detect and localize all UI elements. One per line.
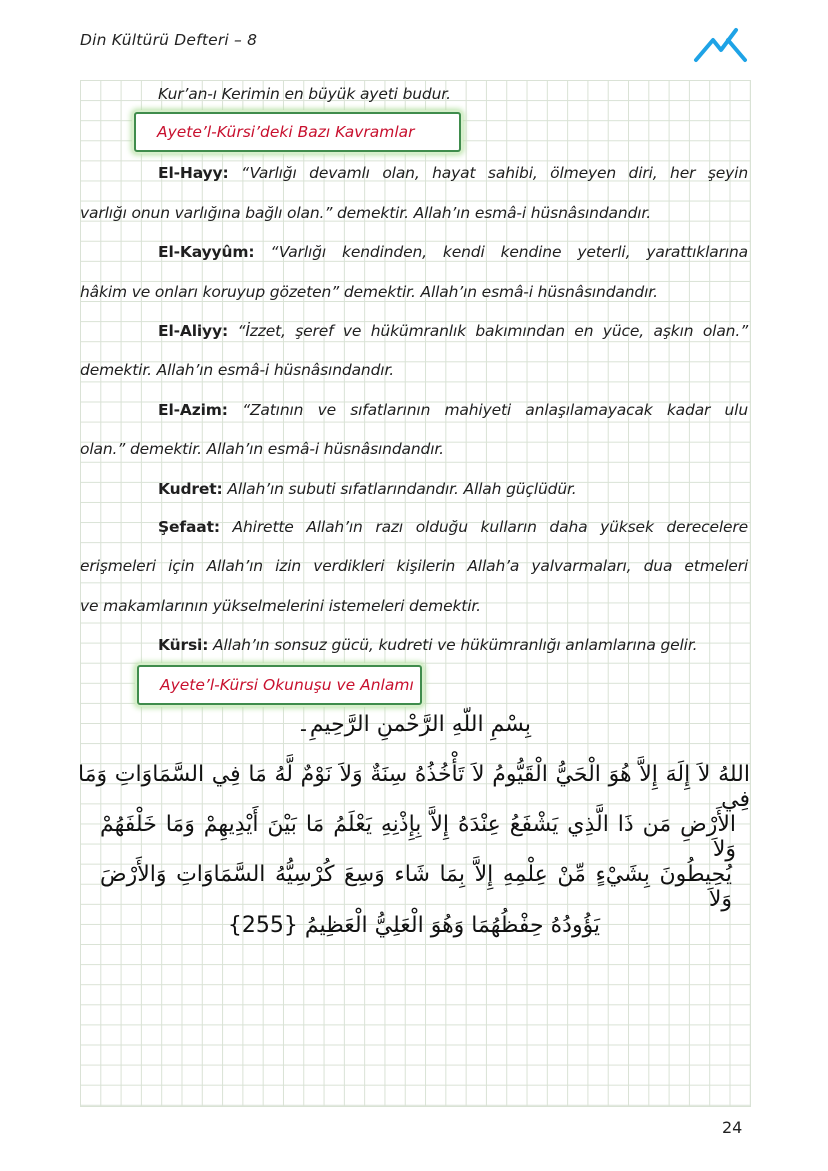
- concept-kursi-line1: [158, 636, 697, 654]
- concept-el-kayyum-line1: [158, 243, 748, 261]
- concept-el-hayy-line2: varlığı onun varlığına bağlı olan.” demektir. Allah’ın esmâ-i hüsnâsındandır.: [80, 204, 651, 222]
- concept-kudret-line1: [158, 480, 577, 498]
- concept-el-kayyum-line2: hâkim ve onları koruyup gözeten” demektir. Allah’ın esmâ-i hüsnâsındandır.: [80, 283, 658, 301]
- concept-definition: “Varlığı kendinden, kendi kendine yeterli, yarattıklarına: [270, 243, 748, 261]
- section-heading-recitation: Ayete’l-Kürsi Okunuşu ve Anlamı: [160, 676, 414, 694]
- section-heading-box: [137, 665, 422, 705]
- verse-line-4: يَؤُودُهُ حِفْظُهُمَا وَهُوَ الْعَلِيُّ الْعَظِيمُ {255}: [227, 913, 601, 938]
- section-heading-concepts: Ayete’l-Kürsi’deki Bazı Kavramlar: [157, 123, 415, 141]
- concept-definition: “Zatının ve sıfatlarının mahiyeti anlaşılamayacak kadar ulu: [242, 401, 749, 419]
- concept-term: El-Azim:: [158, 401, 228, 419]
- concept-definition: “Varlığı devamlı olan, hayat sahibi, ölmeyen diri, her şeyin: [241, 164, 748, 182]
- concept-el-azim-line1: [158, 401, 748, 419]
- concept-term: Kudret:: [158, 480, 223, 498]
- concept-definition: Allah’ın subuti sıfatlarındandır. Allah güçlüdür.: [227, 480, 577, 498]
- concept-term: El-Aliyy:: [158, 322, 229, 340]
- concept-el-azim-line2: olan.” demektir. Allah’ın esmâ-i hüsnâsındandır.: [80, 440, 444, 458]
- concept-el-aliyy-line1: [158, 322, 748, 340]
- verse-line-2: الأَرْضِ مَن ذَا الَّذِي يَشْفَعُ عِنْدَهُ إِلاَّ بِإِذْنِهِ يَعْلَمُ مَا بَيْنَ أَيْدِيهِمْ وَمَا خَلْفَهُمْ وَلاَ: [100, 812, 736, 862]
- concept-term: Şefaat:: [158, 518, 220, 536]
- concept-definition: Allah’ın sonsuz gücü, kudreti ve hükümranlığı anlamlarına gelir.: [213, 636, 698, 654]
- concept-el-aliyy-line2: demektir. Allah’ın esmâ-i hüsnâsındandır.: [80, 361, 395, 379]
- mountain-logo-icon: [690, 22, 752, 64]
- concept-definition: Ahirette Allah’ın razı olduğu kulların daha yüksek derecelere: [232, 518, 748, 536]
- concept-term: Kürsi:: [158, 636, 209, 654]
- concept-sefaat-line2: erişmeleri için Allah’ın izin verdikleri kişilerin Allah’a yalvarmaları, dua etmeleri: [80, 557, 748, 575]
- concept-term: El-Hayy:: [158, 164, 229, 182]
- concept-term: El-Kayyûm:: [158, 243, 255, 261]
- verse-line-3: يُحِيطُونَ بِشَيْءٍ مِّنْ عِلْمِهِ إِلاَّ بِمَا شَاء وَسِعَ كُرْسِيُّهُ السَّمَاوَاتِ وَالأَرْضَ وَلاَ: [100, 862, 732, 912]
- concept-definition: “İzzet, şeref ve hükümranlık bakımından en yüce, aşkın olan.”: [237, 322, 748, 340]
- concept-el-hayy-line1: [158, 164, 748, 182]
- page-header-title: Din Kültürü Defteri – 8: [80, 31, 258, 49]
- section-heading-box: [134, 112, 461, 152]
- grid-paper: [80, 80, 751, 1107]
- concept-sefaat-line1: [158, 518, 748, 536]
- page-number: 24: [722, 1118, 743, 1137]
- intro-text: Kur’an-ı Kerimin en büyük ayeti budur.: [158, 85, 451, 103]
- verse-line-1: اللهُ لاَ إِلَهَ إِلاَّ هُوَ الْحَيُّ الْقَيُّومُ لاَ تَأْخُذُهُ سِنَةٌ وَلاَ نَوْمٌ لَّهُ مَا فِي السَّمَاوَاتِ وَمَا فِي: [78, 762, 750, 812]
- concept-sefaat-line3: ve makamlarının yükselmelerini istemeleri demektir.: [80, 597, 481, 615]
- basmala-text: بِسْمِ اللّهِ الرَّحْمنِ الرَّحِيمِ۔: [296, 712, 531, 737]
